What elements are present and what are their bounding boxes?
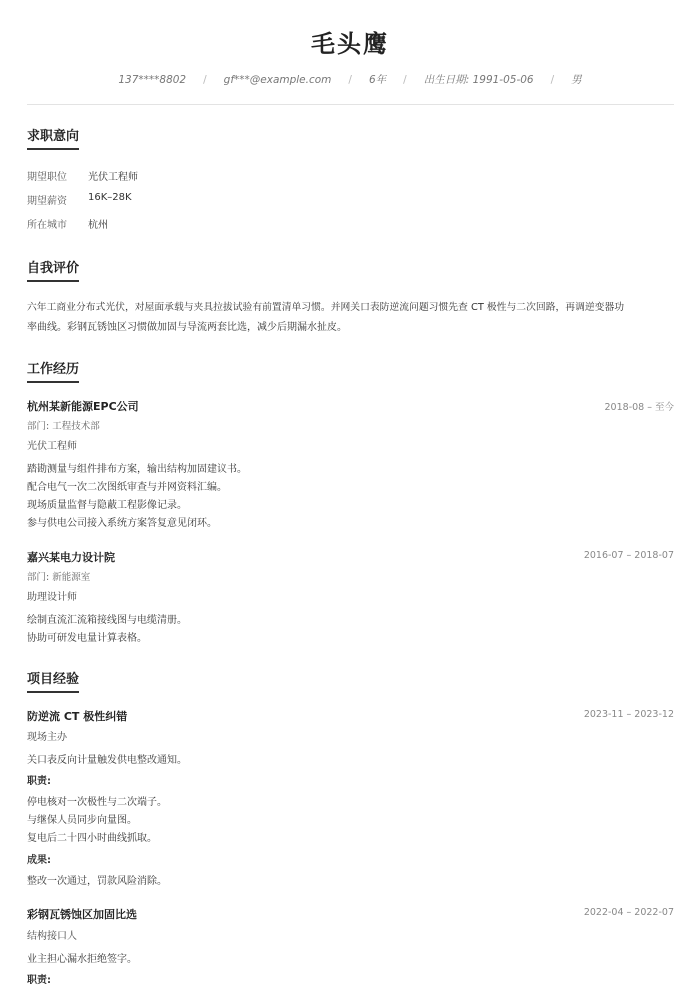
job-duty: 绘制直流汇流箱接线图与电缆清册。 [27, 615, 187, 626]
project-result: 整改一次通过，罚款风险消除。 [27, 876, 167, 887]
section-underline [27, 381, 79, 383]
section-underline [27, 148, 79, 150]
intent-label-city: 所在城市 [27, 220, 67, 231]
job-role: 光伏工程师 [27, 441, 77, 452]
section-underline [27, 691, 79, 693]
email-text: gf***@example.com [223, 73, 332, 86]
job-duty: 协助可研发电量计算表格。 [27, 633, 147, 644]
project-duty-label: 职责: [27, 975, 51, 986]
separator: / [403, 73, 407, 86]
project-duty-label: 职责: [27, 776, 51, 787]
section-title-projects: 项目经验 [27, 672, 80, 687]
separator: / [348, 73, 352, 86]
project-duty: 与继保人员同步向量图。 [27, 815, 137, 826]
intent-value-city: 杭州 [88, 220, 108, 231]
candidate-name: 毛头鹰 [311, 30, 389, 58]
header-divider [27, 104, 674, 105]
intent-label-position: 期望职位 [27, 172, 67, 183]
birth-date-text: 出生日期: 1991-05-06 [423, 74, 534, 86]
job-duty: 现场质量监督与隐蔽工程影像记录。 [27, 500, 187, 511]
intent-value-position: 光伏工程师 [88, 172, 138, 183]
job-duty: 踏勘测量与组件排布方案，输出结构加固建议书。 [27, 464, 247, 475]
project-description: 关口表反向计量触发供电整改通知。 [27, 755, 187, 766]
experience-text: 6年 [368, 74, 387, 86]
job-date: 2018-08 – 至今 [604, 402, 674, 413]
section-title-work: 工作经历 [27, 362, 80, 377]
separator: / [550, 73, 555, 86]
project-result-label: 成果: [27, 855, 51, 866]
job-duty: 参与供电公司接入系统方案答复意见闭环。 [27, 518, 217, 529]
section-underline [27, 280, 79, 282]
project-duty: 停电核对一次极性与二次端子。 [27, 797, 167, 808]
separator: / [203, 73, 207, 86]
self-eval-line: 六年工商业分布式光伏，对屋面承载与夹具拉拔试验有前置清单习惯。并网关口表防逆流问题习惯先查 CT 极性与二次回路，再调逆变器功 [27, 302, 625, 313]
section-title-intent: 求职意向 [27, 129, 80, 144]
job-department: 部门: 工程技术部 [27, 421, 100, 432]
project-date: 2023-11 – 2023-12 [583, 709, 674, 720]
project-role: 现场主办 [27, 732, 67, 743]
gender-text: 男 [571, 74, 582, 86]
job-duty: 配合电气一次二次图纸审查与并网资料汇编。 [27, 482, 227, 493]
intent-label-salary: 期望薪资 [27, 196, 67, 207]
project-name: 彩钢瓦锈蚀区加固比选 [27, 908, 137, 921]
project-description: 业主担心漏水拒绝签字。 [27, 954, 137, 965]
self-eval-line: 率曲线。彩钢瓦锈蚀区习惯做加固与导流两套比选，减少后期漏水扯皮。 [27, 322, 347, 333]
job-company: 杭州某新能源EPC公司 [27, 400, 139, 413]
project-role: 结构接口人 [27, 931, 77, 942]
job-date: 2016-07 – 2018-07 [583, 550, 674, 561]
job-company: 嘉兴某电力设计院 [27, 551, 115, 564]
section-title-self-eval: 自我评价 [27, 261, 80, 276]
phone-text: 137****8802 [118, 73, 187, 86]
project-name: 防逆流 CT 极性纠错 [27, 710, 128, 723]
job-department: 部门: 新能源室 [27, 572, 91, 583]
intent-value-salary: 16K–28K [88, 192, 132, 203]
contact-bar [0, 72, 700, 87]
job-role: 助理设计师 [27, 592, 77, 603]
project-duty: 复电后二十四小时曲线抓取。 [27, 833, 157, 844]
project-date: 2022-04 – 2022-07 [583, 907, 674, 918]
